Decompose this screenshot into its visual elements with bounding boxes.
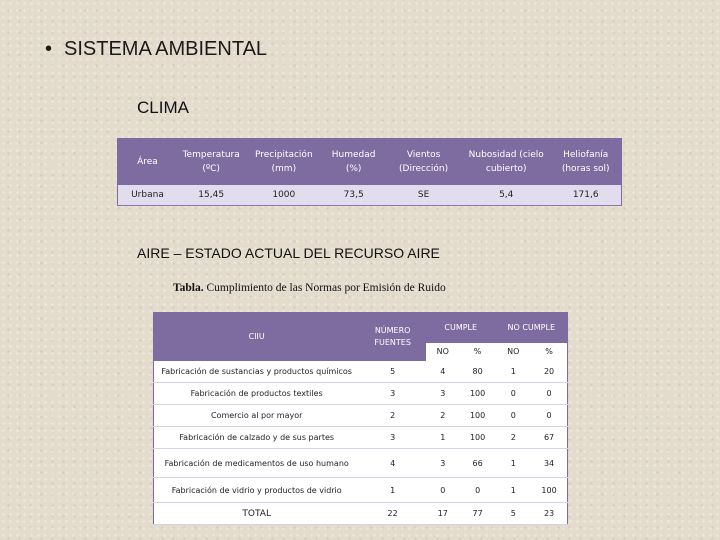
ruido-cell-cumple-pct: 100 <box>460 405 496 427</box>
clima-header-precipitacion: Precipitación (mm) <box>245 139 322 186</box>
slide-title-text: SISTEMA AMBIENTAL <box>64 38 268 60</box>
ruido-cell-total-label: TOTAL <box>154 503 360 525</box>
ruido-cell-nocumple-pct: 100 <box>531 478 567 503</box>
table-row <box>154 478 568 503</box>
ruido-sub-cumple-pct: % <box>460 343 496 361</box>
ruido-cell-fuentes: 2 <box>359 405 426 427</box>
ruido-cell-cumple-no: 3 <box>426 449 460 478</box>
table-row <box>154 405 568 427</box>
ruido-cell-nocumple-no: 2 <box>496 427 532 449</box>
clima-data-row <box>118 185 622 206</box>
ruido-cell-nocumple-no: 0 <box>496 383 532 405</box>
ruido-cell-total-nocumple-pct: 23 <box>531 503 567 525</box>
ruido-cell-nocumple-no: 0 <box>496 405 532 427</box>
ruido-cell-cumple-no: 1 <box>426 427 460 449</box>
table-row <box>154 427 568 449</box>
ruido-cell-cumple-pct: 0 <box>460 478 496 503</box>
ruido-sub-nocumple-no: NO <box>496 343 532 361</box>
clima-cell-heliofania: 171,6 <box>550 185 621 206</box>
ruido-header-row <box>154 313 568 344</box>
ruido-cell-cumple-pct: 100 <box>460 427 496 449</box>
clima-table <box>117 138 622 206</box>
ruido-cell-activity: Fabricación de sustancias y productos químicos <box>154 361 360 383</box>
clima-cell-area: Urbana <box>118 185 177 206</box>
table-row <box>154 449 568 478</box>
clima-header-row <box>118 139 622 186</box>
caption-label: Tabla. <box>173 282 204 294</box>
ruido-cell-activity: Fabricación de vidrio y productos de vidrio <box>154 478 360 503</box>
caption-text: Cumplimiento de las Normas por Emisión de Ruido <box>203 282 446 294</box>
ruido-cell-fuentes: 1 <box>359 478 426 503</box>
ruido-cell-activity: Fabricación de productos textiles <box>154 383 360 405</box>
ruido-cell-fuentes: 3 <box>359 383 426 405</box>
ruido-cell-nocumple-no: 1 <box>496 361 532 383</box>
bullet-icon: • <box>45 38 53 60</box>
ruido-cell-total-cumple-pct: 77 <box>460 503 496 525</box>
clima-label: CLIMA <box>137 98 189 117</box>
ruido-sub-cumple-no: NO <box>426 343 460 361</box>
clima-cell-temperatura: 15,45 <box>177 185 245 206</box>
clima-cell-precipitacion: 1000 <box>245 185 322 206</box>
ruido-cell-total-nocumple-no: 5 <box>496 503 532 525</box>
table-row <box>154 361 568 383</box>
ruido-cell-cumple-no: 3 <box>426 383 460 405</box>
clima-header-nubosidad: Nubosidad (cielo cubierto) <box>462 139 550 186</box>
ruido-cell-activity: Comercio al por mayor <box>154 405 360 427</box>
ruido-cell-total-cumple-no: 17 <box>426 503 460 525</box>
clima-header-vientos: Vientos (Dirección) <box>385 139 462 186</box>
clima-header-area: Área <box>118 139 177 186</box>
ruido-cell-nocumple-pct: 34 <box>531 449 567 478</box>
ruido-table <box>153 312 568 525</box>
ruido-cell-activity: Fabricación de medicamentos de uso humano <box>154 449 360 478</box>
ruido-cell-total-fuentes: 22 <box>359 503 426 525</box>
ruido-cell-fuentes: 3 <box>359 427 426 449</box>
clima-cell-vientos: SE <box>385 185 462 206</box>
clima-cell-humedad: 73,5 <box>322 185 385 206</box>
ruido-header-no-cumple: NO CUMPLE <box>496 313 568 344</box>
clima-header-temperatura: Temperatura (ºC) <box>177 139 245 186</box>
ruido-cell-nocumple-no: 1 <box>496 478 532 503</box>
ruido-header-numero: NÚMERO FUENTES <box>359 313 426 362</box>
ruido-cell-cumple-pct: 80 <box>460 361 496 383</box>
ruido-cell-nocumple-pct: 0 <box>531 383 567 405</box>
ruido-sub-nocumple-pct: % <box>531 343 567 361</box>
ruido-cell-fuentes: 5 <box>359 361 426 383</box>
clima-header-humedad: Humedad (%) <box>322 139 385 186</box>
ruido-cell-nocumple-pct: 0 <box>531 405 567 427</box>
ruido-cell-cumple-pct: 100 <box>460 383 496 405</box>
ruido-header-cumple: CUMPLE <box>426 313 496 344</box>
ruido-cell-nocumple-pct: 67 <box>531 427 567 449</box>
clima-cell-nubosidad: 5,4 <box>462 185 550 206</box>
ruido-cell-nocumple-pct: 20 <box>531 361 567 383</box>
aire-heading: AIRE – ESTADO ACTUAL DEL RECURSO AIRE <box>137 245 440 261</box>
slide-title <box>45 38 267 61</box>
ruido-cell-cumple-no: 2 <box>426 405 460 427</box>
ruido-cell-activity: Fabricación de calzado y de sus partes <box>154 427 360 449</box>
table-row <box>154 383 568 405</box>
ruido-cell-nocumple-no: 1 <box>496 449 532 478</box>
ruido-cell-fuentes: 4 <box>359 449 426 478</box>
ruido-header-ciiu: CIIU <box>154 313 360 362</box>
table-caption <box>173 282 446 294</box>
table-row-total <box>154 503 568 525</box>
clima-header-heliofania: Heliofanía (horas sol) <box>550 139 621 186</box>
ruido-cell-cumple-no: 0 <box>426 478 460 503</box>
ruido-cell-cumple-pct: 66 <box>460 449 496 478</box>
ruido-cell-cumple-no: 4 <box>426 361 460 383</box>
